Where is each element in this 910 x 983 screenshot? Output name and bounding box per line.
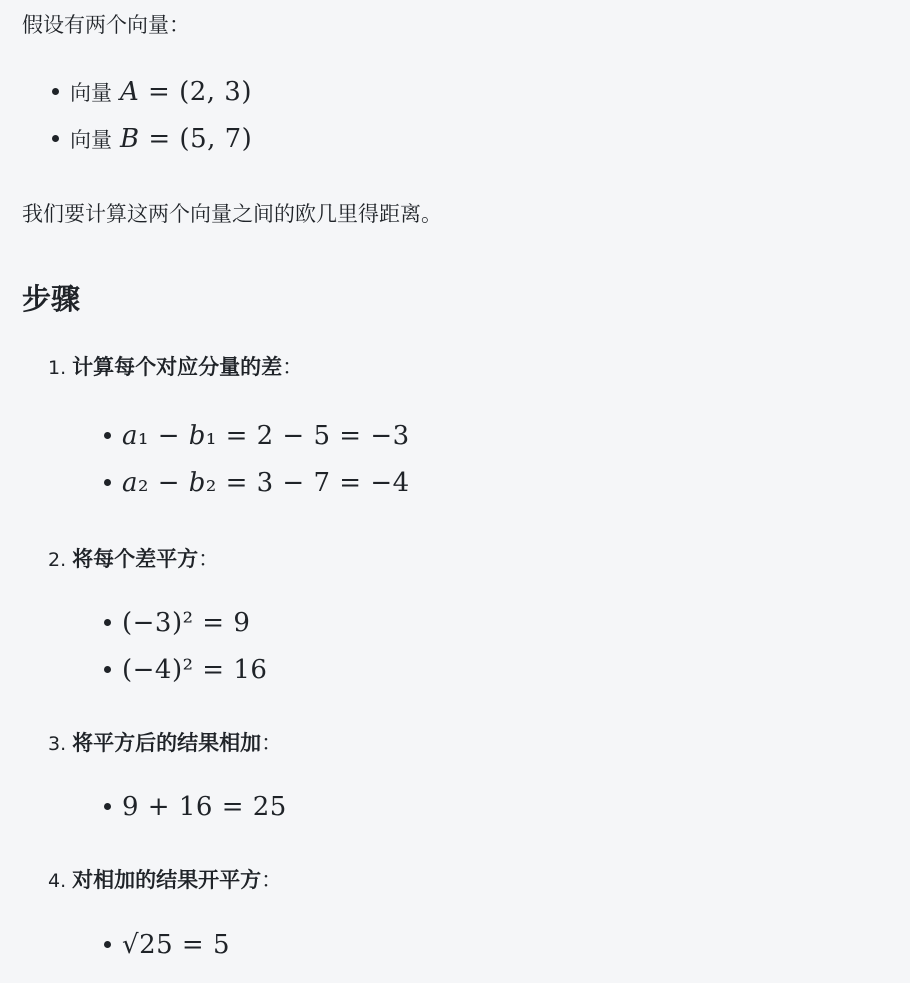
step-4-formula-1: √25 = 5 (122, 930, 231, 960)
bullet-dot (104, 479, 111, 486)
step-title: 计算每个对应分量的差 (72, 355, 283, 379)
bullet-dot (104, 432, 111, 439)
vector-prefix: 向量 (70, 81, 112, 105)
step-colon: ： (261, 868, 283, 892)
list-item (52, 124, 252, 154)
section-heading: 步骤 (22, 282, 81, 316)
goal-text: 我们要计算这两个向量之间的欧几里得距离。 (22, 202, 442, 226)
list-item (104, 421, 410, 451)
step-1-formula-2: 𝑎₂ − 𝑏₂ = 3 − 7 = −4 (122, 468, 410, 498)
list-item (104, 792, 287, 822)
list-item (104, 468, 410, 498)
step-title: 将平方后的结果相加 (72, 731, 262, 755)
step-1-formula-1: 𝑎₁ − 𝑏₁ = 2 − 5 = −3 (122, 421, 410, 451)
vector-a-formula: 𝐴 = (2, 3) (120, 77, 252, 107)
vector-prefix: 向量 (70, 128, 112, 152)
step-2-formula-1: (−3)² = 9 (122, 608, 251, 638)
step-number: 1. (48, 357, 67, 379)
list-item (104, 655, 267, 685)
list-item (104, 608, 250, 638)
step-title: 将每个差平方 (72, 547, 199, 571)
step-colon: ： (198, 547, 220, 571)
step-number: 4. (48, 870, 67, 892)
step-3 (48, 727, 282, 757)
step-number: 2. (48, 549, 67, 571)
step-1 (48, 351, 303, 381)
bullet-dot (104, 803, 111, 810)
step-4 (48, 864, 282, 894)
bullet-dot (52, 135, 59, 142)
step-title: 对相加的结果开平方 (72, 868, 262, 892)
bullet-dot (52, 88, 59, 95)
step-number: 3. (48, 733, 67, 755)
intro-text: 假设有两个向量： (22, 13, 190, 37)
vector-b-formula: 𝐵 = (5, 7) (120, 124, 253, 154)
bullet-dot (104, 941, 111, 948)
step-2 (48, 543, 219, 573)
step-3-formula-1: 9 + 16 = 25 (122, 792, 287, 822)
list-item (52, 77, 252, 107)
step-colon: ： (261, 731, 283, 755)
step-colon: ： (282, 355, 304, 379)
bullet-dot (104, 619, 111, 626)
bullet-dot (104, 666, 111, 673)
step-2-formula-2: (−4)² = 16 (122, 655, 268, 685)
list-item (104, 930, 230, 960)
